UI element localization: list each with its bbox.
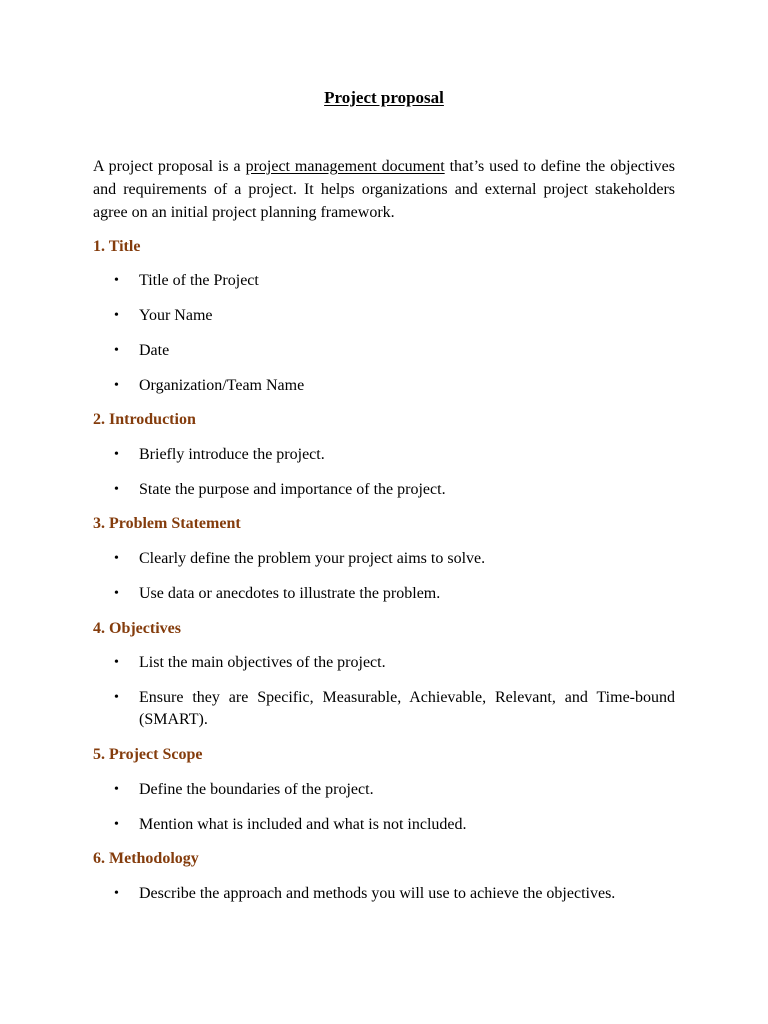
list-item-text: Title of the Project (139, 272, 259, 289)
list-item (93, 444, 675, 466)
list-item-text: Clearly define the problem your project aims to solve. (139, 550, 486, 567)
section-heading-objectives: 4. Objectives (93, 620, 181, 637)
list-item (93, 814, 675, 836)
list-item-text: Mention what is included and what is not included. (139, 816, 467, 833)
list-item-text: State the purpose and importance of the project. (139, 481, 446, 498)
list-item-text: Define the boundaries of the project. (139, 781, 374, 798)
bullet-icon: • (114, 273, 119, 288)
list-item (93, 305, 675, 327)
bullet-icon: • (114, 782, 119, 797)
intro-paragraph (93, 155, 675, 224)
list-item-text: Ensure they are Specific, Measurable, Achievable, Relevant, and Time-bound (SMART). (139, 689, 675, 728)
list-item (93, 548, 675, 570)
bullet-icon: • (114, 690, 119, 705)
section-heading-introduction: 2. Introduction (93, 411, 196, 428)
document-title: Project proposal (324, 88, 444, 107)
bullet-icon: • (114, 447, 119, 462)
list-item (93, 270, 675, 292)
list-item-text: Describe the approach and methods you will use to achieve the objectives. (139, 885, 616, 902)
bullet-icon: • (114, 378, 119, 393)
bullet-icon: • (114, 817, 119, 832)
section-heading-methodology: 6. Methodology (93, 850, 199, 867)
intro-text-start: A project proposal is a (93, 158, 246, 175)
bullet-icon: • (114, 343, 119, 358)
project-management-document-link[interactable]: project management document (245, 158, 445, 175)
list-item (93, 375, 675, 397)
bullet-icon: • (114, 308, 119, 323)
list-item-text: Your Name (139, 307, 213, 324)
list-item-text: Briefly introduce the project. (139, 446, 325, 463)
intro-text-end: that’s used to define the objectives and requirements of a project. It helps organizations and external project stakeholders agree on an initial project planning framework. (93, 158, 676, 221)
section-heading-problem-statement: 3. Problem Statement (93, 515, 241, 532)
bullet-icon: • (114, 886, 119, 901)
list-item-text: Organization/Team Name (139, 377, 305, 394)
section-heading-title: 1. Title (93, 238, 141, 255)
list-item-text: Use data or anecdotes to illustrate the problem. (139, 585, 441, 602)
list-item (93, 687, 675, 731)
bullet-icon: • (114, 655, 119, 670)
list-item (93, 883, 675, 905)
section-heading-project-scope: 5. Project Scope (93, 746, 203, 763)
list-item (93, 479, 675, 501)
bullet-icon: • (114, 482, 119, 497)
list-item (93, 652, 675, 674)
list-item-text: Date (139, 342, 170, 359)
list-item (93, 340, 675, 362)
list-item-text: List the main objectives of the project. (139, 654, 386, 671)
bullet-icon: • (114, 551, 119, 566)
bullet-icon: • (114, 586, 119, 601)
list-item (93, 779, 675, 801)
list-item (93, 583, 675, 605)
